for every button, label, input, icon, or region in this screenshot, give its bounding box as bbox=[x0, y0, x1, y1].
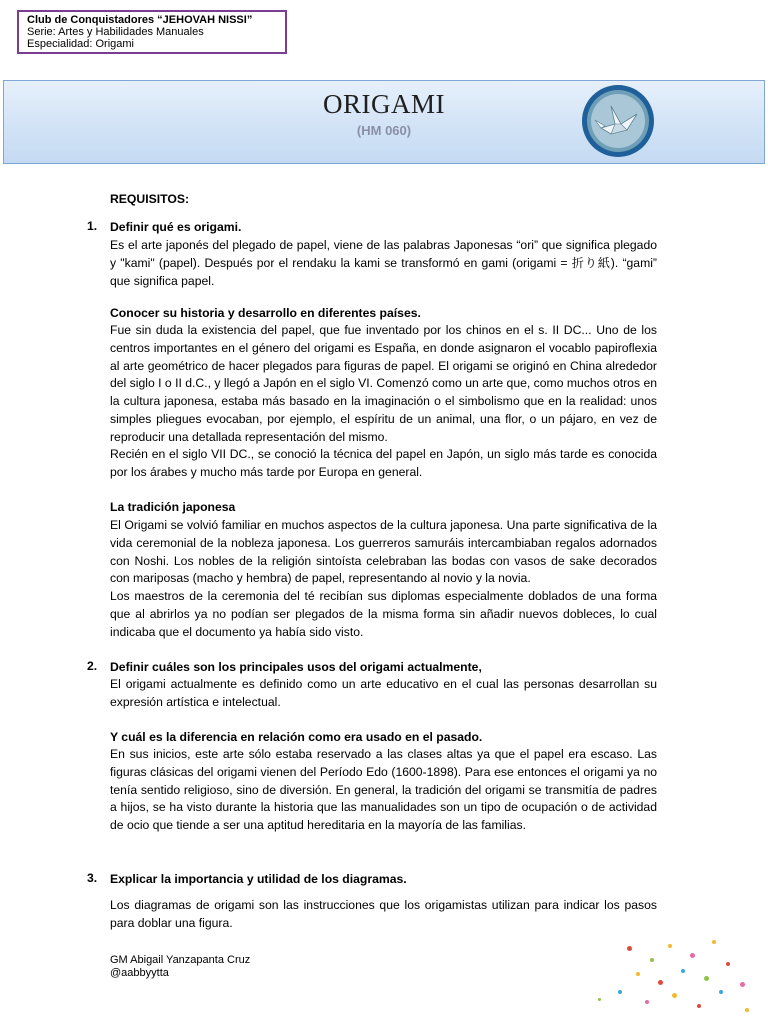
question-1b: Conocer su historia y desarrollo en diferentes países. bbox=[110, 306, 421, 320]
confetti-dot bbox=[636, 972, 640, 976]
confetti-dot bbox=[740, 982, 745, 987]
answer-2: El origami actualmente es definido como un arte educativo en el cual las personas desarrollan su expresión artística e intelectual. bbox=[110, 677, 657, 709]
confetti-dot bbox=[726, 962, 730, 966]
answer-1b-2: Recién en el siglo VII DC., se conoció la técnica del papel en Japón, un siglo más tarde es conocida por los árabes y mucho más tarde por Europa en general. bbox=[110, 447, 657, 479]
item-number: 1. bbox=[87, 219, 98, 233]
title-banner bbox=[3, 80, 765, 164]
answer-1c-2: Los maestros de la ceremonia del té recibían sus diplomas especialmente doblados de una forma que al abrirlos ya no podían ser plegados de la misma forma sin añadir nuevos dobleces, lo cual indicaba que el documento ya había sido visto. bbox=[110, 589, 657, 639]
confetti-dot bbox=[745, 1008, 749, 1012]
author-handle: @aabbyytta bbox=[110, 967, 169, 979]
footer-author bbox=[110, 954, 250, 980]
item-number: 2. bbox=[87, 659, 98, 673]
origami-crane-badge-icon bbox=[581, 84, 655, 158]
header-box bbox=[17, 10, 287, 54]
confetti-dot bbox=[704, 976, 709, 981]
answer-1b: Fue sin duda la existencia del papel, que fue inventado por los chinos en el s. II DC... Uno de los centros importantes en el género del origami es España, en donde asignaron el vocablo papiroflexia al arte geométrico de hacer plegados para figuras de papel. El origami se originó en China alrededor del siglo I o II d.C., y llegó a Japón en el siglo VI. Comenzó como un arte que, como muchos otros en la cultura japonesa, estaba más basado en la imaginación o el simbolismo que en la realidad: unos simples pliegues evocaban, por ejemplo, el espíritu de un animal, una flor, o un pájaro, en vez de reproducir una detallada representación del mismo. bbox=[110, 323, 657, 444]
confetti-dot bbox=[658, 980, 663, 985]
item-number: 3. bbox=[87, 871, 98, 885]
answer-1c: El Origami se volvió familiar en muchos aspectos de la cultura japonesa. Una parte significativa de la vida ceremonial de la nobleza japonesa. Los guerreros samuráis intercambiaban regalos adornados con Noshi. Los nobles de la religión sintoísta celebraban las bodas con vasos de sake decorados con mariposas (macho y hembra) de papel, representando al novio y la novia. bbox=[110, 518, 657, 586]
confetti-dot bbox=[672, 993, 677, 998]
confetti-dot bbox=[650, 958, 654, 962]
club-name: Club de Conquistadores “JEHOVAH NISSI” bbox=[27, 14, 253, 26]
series-line: Serie: Artes y Habilidades Manuales bbox=[27, 26, 204, 38]
answer-1: Es el arte japonés del plegado de papel, viene de las palabras Japonesas “ori” que significa plegado y "kami" (papel). Después por el rendaku la kami se transformó en gami (origami = 折り紙). “gami” que significa papel. bbox=[110, 238, 657, 288]
question-1c: La tradición japonesa bbox=[110, 500, 236, 514]
confetti-dot bbox=[690, 953, 695, 958]
specialty-code: (HM 060) bbox=[356, 123, 412, 138]
author-name: GM Abigail Yanzapanta Cruz bbox=[110, 954, 251, 966]
question-1: Definir qué es origami. bbox=[110, 220, 242, 234]
confetti-dot bbox=[645, 1000, 649, 1004]
question-3: Explicar la importancia y utilidad de los diagramas. bbox=[110, 872, 407, 886]
confetti-dot bbox=[598, 998, 601, 1001]
answer-3: Los diagramas de origami son las instrucciones que los origamistas utilizan para indicar los pasos para doblar una figura. bbox=[110, 898, 657, 930]
confetti-dot bbox=[681, 969, 685, 973]
question-2: Definir cuáles son los principales usos del origami actualmente, bbox=[110, 660, 482, 674]
requisitos-heading: REQUISITOS: bbox=[110, 192, 190, 206]
question-2b: Y cuál es la diferencia en relación como era usado en el pasado. bbox=[110, 730, 483, 744]
page-title: ORIGAMI bbox=[323, 89, 445, 119]
confetti-dot bbox=[618, 990, 622, 994]
confetti-dot bbox=[719, 990, 723, 994]
answer-2b: En sus inicios, este arte sólo estaba reservado a las clases altas ya que el papel era escaso. Las figuras clásicas del origami vienen del Período Edo (1600-1898). Para ese entonces el origami ya no tenía sentido religioso, sino de diversión. En general, la tradición del origami se transmitía de padres a hijos, se ha visto durante la historia que las manualidades son un tipo de ocupación o de actividad de ocio que tiende a ser una aptitud hereditaria en la mayoría de las familias. bbox=[110, 747, 657, 833]
confetti-dot bbox=[712, 940, 716, 944]
confetti-dot bbox=[697, 1004, 701, 1008]
confetti-dot bbox=[627, 946, 632, 951]
confetti-dot bbox=[668, 944, 672, 948]
specialty-line: Especialidad: Origami bbox=[27, 38, 134, 50]
